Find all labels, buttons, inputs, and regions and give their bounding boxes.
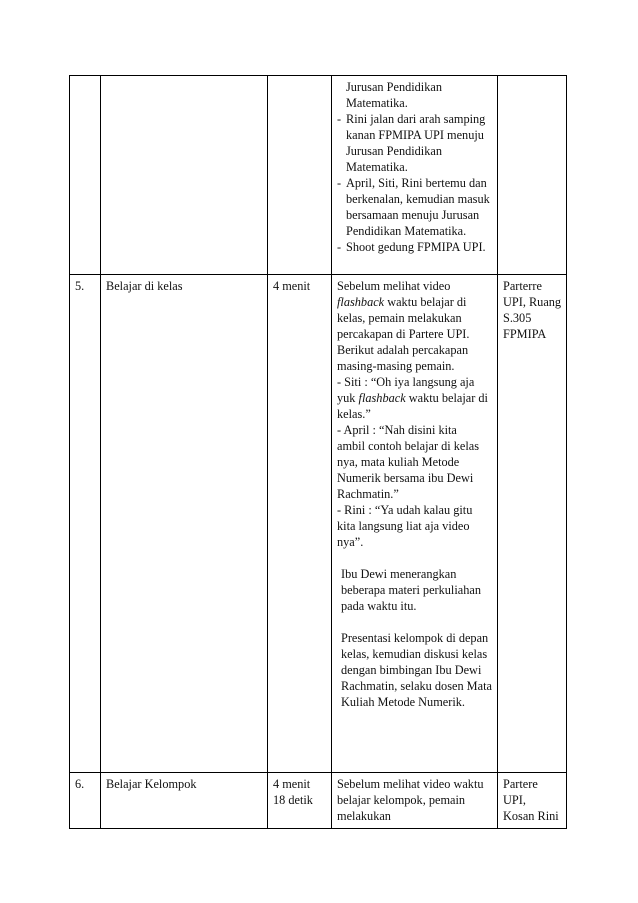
dialog-line-rini (337, 502, 493, 550)
continued-text (337, 79, 493, 111)
duration-cell (268, 76, 332, 275)
no-cell: 5. (70, 275, 101, 773)
scene-cell: Belajar di kelas (101, 275, 268, 773)
duration-cell (268, 773, 332, 829)
location-line: Kosan Rini (503, 809, 559, 823)
duration-line: 18 detik (273, 793, 313, 807)
table-row (70, 76, 567, 275)
list-item (337, 175, 493, 239)
no-cell (70, 76, 101, 275)
bullet-text: April, Siti, Rini bertemu dan berkenalan, kemudian masuk bersamaan menuju Jurusan Pendidikan Matematika. (346, 176, 490, 238)
location-line: Partere (503, 777, 538, 791)
dialog-line-siti (337, 374, 493, 422)
speaker-label: - April : (337, 423, 380, 437)
location-cell (498, 76, 567, 275)
list-item (337, 111, 493, 175)
no-cell: 6. (70, 773, 101, 829)
dialog-first-line: “Nah disini kita (379, 423, 457, 437)
lecture-paragraph: Ibu Dewi menerangkan beberapa materi perkuliahan pada waktu itu. (341, 567, 481, 613)
table-row (70, 773, 567, 829)
scene-cell (101, 76, 268, 275)
description-cell (332, 275, 498, 773)
text-line: Matematika. (346, 96, 408, 110)
dialog-continuation: ambil contoh belajar di kelas nya, mata kuliah Metode Numerik bersama ibu Dewi Rachmatin.” (337, 439, 480, 501)
bullet-dash: - (337, 112, 342, 126)
text-line: Jurusan Pendidikan (346, 80, 442, 94)
dialog-continuation: kita langsung liat aja video nya”. (337, 519, 470, 549)
bullet-dash: - (337, 240, 342, 254)
dialog-line-april (337, 422, 493, 502)
duration-line: 4 menit (273, 777, 311, 791)
bullet-dash: - (337, 176, 342, 190)
table-row (70, 275, 567, 773)
duration-cell: 4 menit (268, 275, 332, 773)
scene-cell: Belajar Kelompok (101, 773, 268, 829)
speaker-label: - Siti : (337, 375, 371, 389)
presentation-paragraph: Presentasi kelompok di depan kelas, kemudian diskusi kelas dengan bimbingan Ibu Dewi Rachmatin, selaku dosen Mata Kuliah Metode Numerik. (341, 631, 492, 709)
location-line: UPI, (503, 793, 526, 807)
bullet-text: Rini jalan dari arah samping kanan FPMIPA UPI menuju Jurusan Pendidikan Matematika. (346, 112, 486, 174)
list-item (337, 239, 493, 255)
bullet-text: Shoot gedung FPMIPA UPI. (346, 240, 486, 254)
description-cell: Sebelum melihat video waktu belajar kelompok, pemain melakukan (332, 773, 498, 829)
dialog-first-line: “Oh iya langsung aja (370, 375, 475, 389)
dialog-first-line: “Ya udah kalau gitu (374, 503, 473, 517)
location-cell: Parterre UPI, Ruang S.305 FPMIPA (498, 275, 567, 773)
dialog-continuation: yuk flashback waktu belajar di kelas.” (337, 391, 488, 421)
location-cell (498, 773, 567, 829)
speaker-label: - Rini : (337, 503, 375, 517)
description-cell (332, 76, 498, 275)
intro-paragraph: Sebelum melihat video flashback waktu belajar di kelas, pemain melakukan percakapan di Partere UPI. Berikut adalah percakapan masing-masing pemain. (337, 279, 470, 373)
scene-table (69, 75, 567, 829)
